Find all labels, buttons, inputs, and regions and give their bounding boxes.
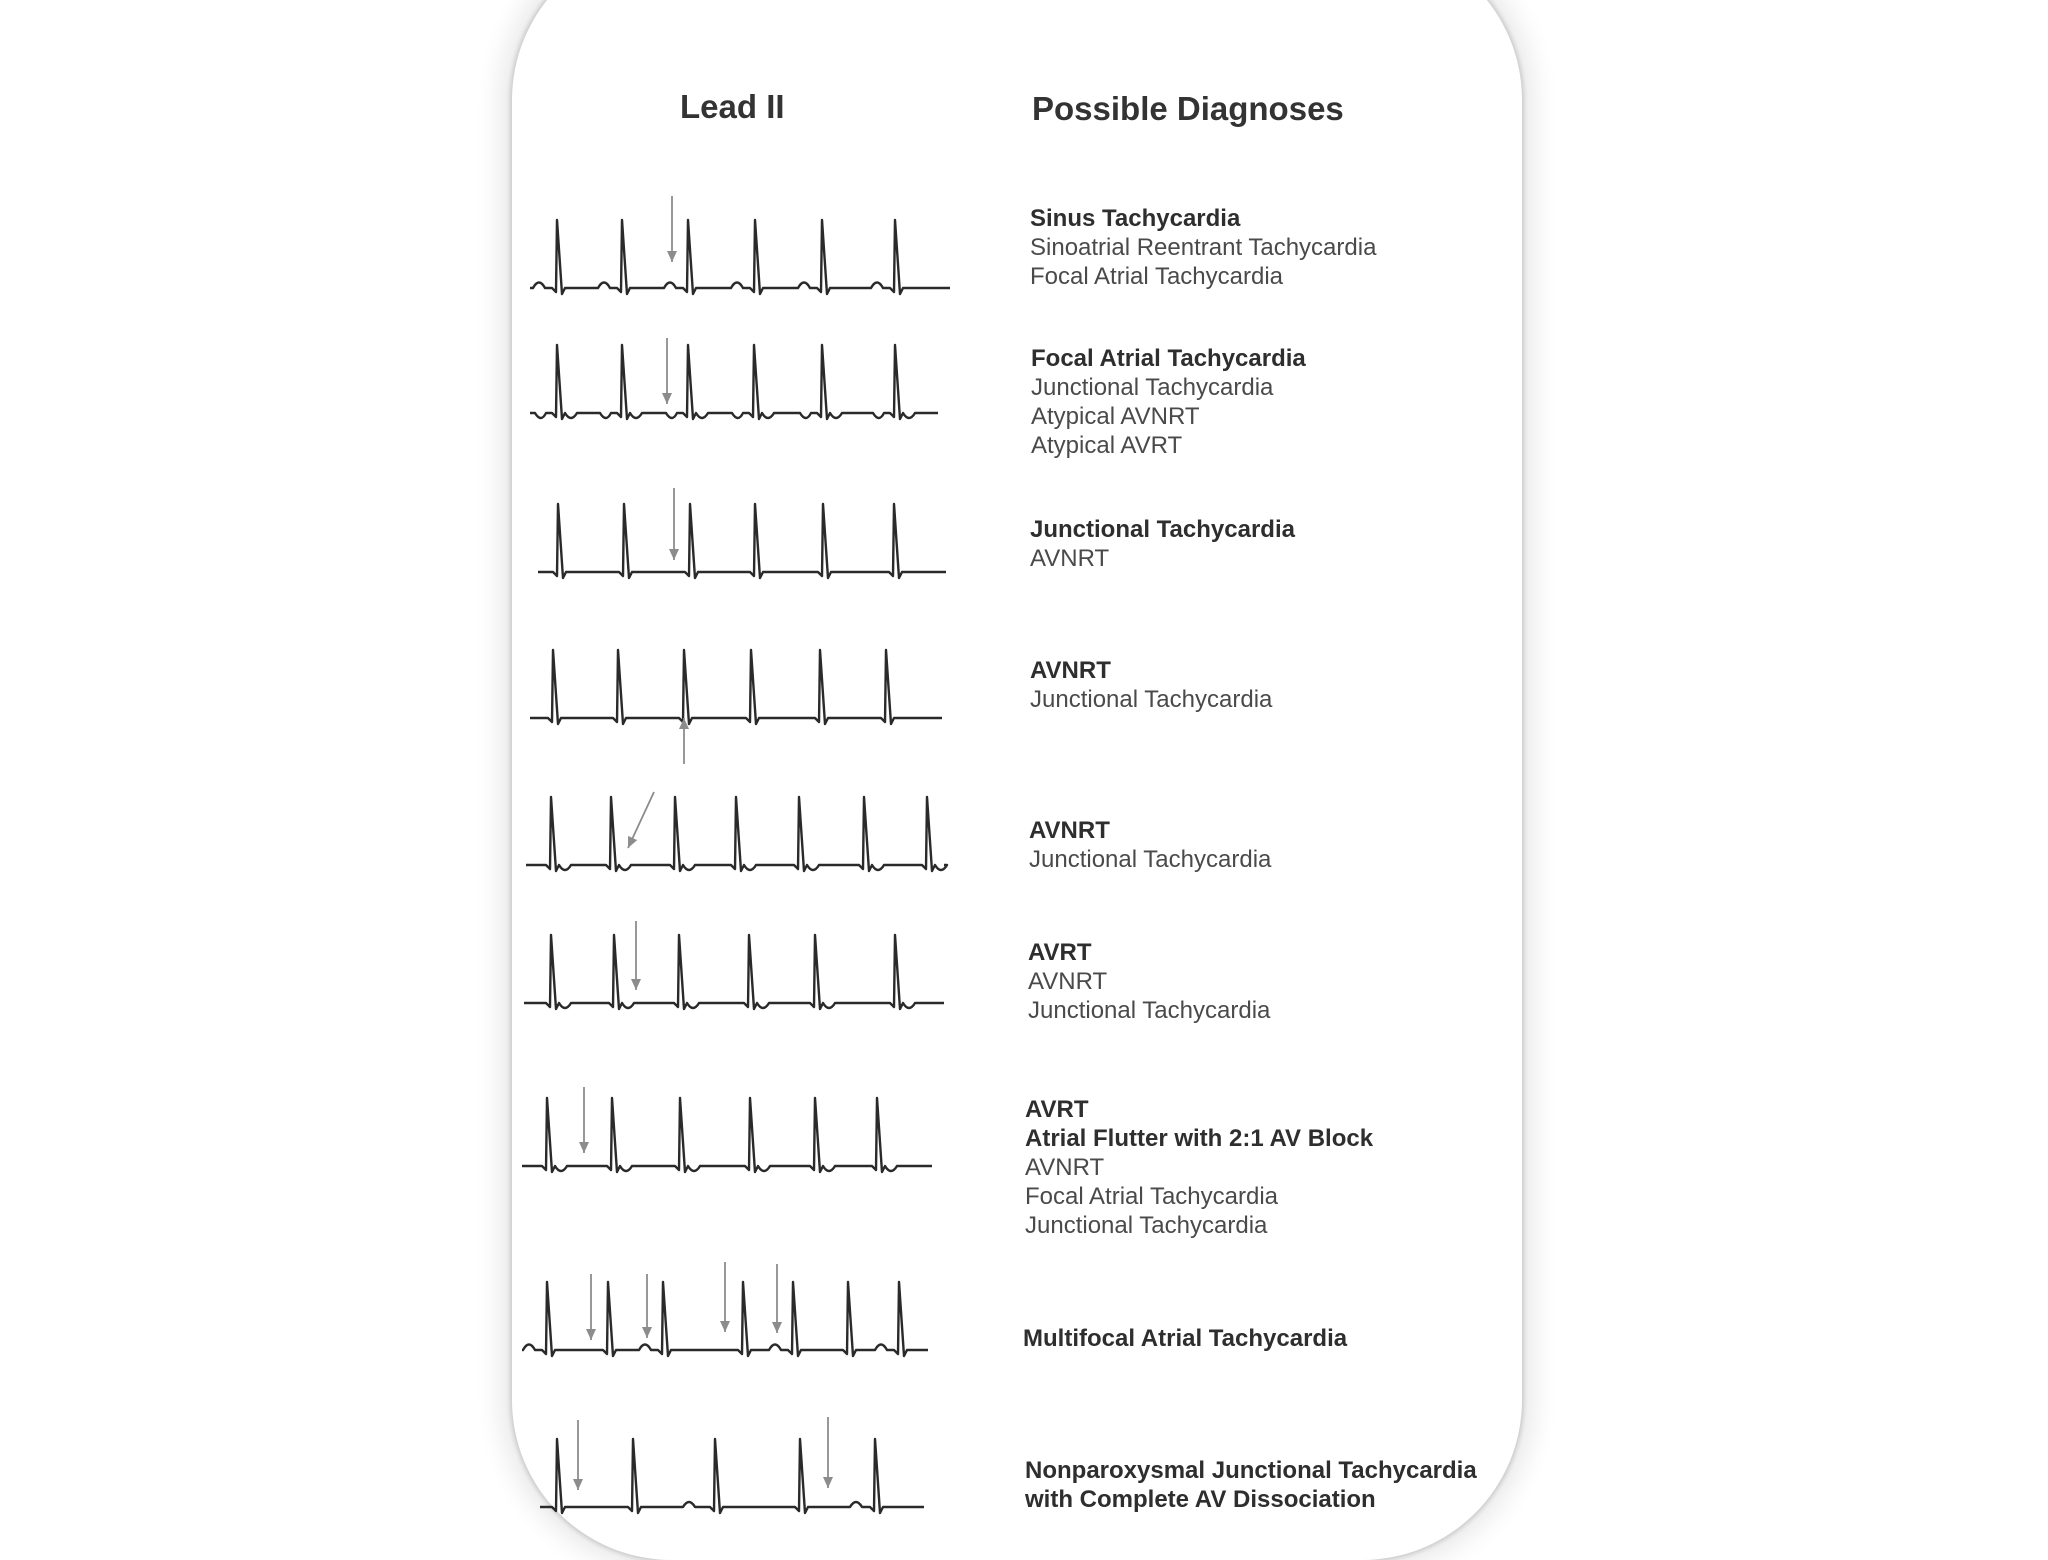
diagnosis-item: Junctional Tachycardia xyxy=(1028,997,1271,1024)
ecg-strip-7 xyxy=(522,1087,932,1172)
ecg-trace xyxy=(538,504,946,578)
p-wave-arrow-icon xyxy=(628,792,654,848)
p-wave-arrow-icon xyxy=(631,921,641,990)
diagnosis-group-5 xyxy=(1029,816,1271,874)
diagnosis-item: AVNRT xyxy=(1030,657,1111,684)
ecg-trace xyxy=(540,1439,924,1513)
diagnosis-group-6 xyxy=(1028,938,1270,1025)
diagnosis-item: AVNRT xyxy=(1030,545,1110,572)
diagnosis-group-9 xyxy=(1025,1456,1483,1514)
diagnosis-item: Sinus Tachycardia xyxy=(1030,205,1241,232)
p-wave-arrow-icon xyxy=(667,196,677,262)
diagnosis-group-4 xyxy=(1030,656,1272,714)
diagnosis-item: with Complete AV Dissociation xyxy=(1025,1486,1376,1513)
diagnosis-item: Nonparoxysmal Junctional Tachycardia xyxy=(1025,1457,1477,1484)
ecg-strip-4 xyxy=(530,650,942,764)
ecg-trace xyxy=(530,650,942,724)
diagnosis-item: Sinoatrial Reentrant Tachycardia xyxy=(1030,234,1377,261)
diagnosis-item: Junctional Tachycardia xyxy=(1025,1212,1268,1239)
diagnosis-group-3 xyxy=(1030,515,1295,573)
diagnosis-item: AVNRT xyxy=(1028,968,1108,995)
diagnosis-item: Focal Atrial Tachycardia xyxy=(1030,263,1284,290)
p-wave-arrow-icon xyxy=(669,488,679,560)
ecg-strip-6 xyxy=(524,921,944,1009)
diagnosis-item: Focal Atrial Tachycardia xyxy=(1025,1183,1279,1210)
diagnosis-item: Atypical AVRT xyxy=(1031,432,1183,459)
diagnosis-group-7 xyxy=(1025,1095,1373,1240)
diagnosis-item: AVRT xyxy=(1028,939,1092,966)
ecg-strip-1 xyxy=(530,196,950,294)
p-wave-arrow-icon xyxy=(720,1262,730,1332)
diagnosis-item: Junctional Tachycardia xyxy=(1030,686,1273,713)
diagnosis-item: Junctional Tachycardia xyxy=(1029,846,1272,873)
diagnosis-item: Multifocal Atrial Tachycardia xyxy=(1023,1325,1348,1352)
ecg-strip-3 xyxy=(538,488,946,578)
diagnosis-group-8 xyxy=(1023,1324,1347,1353)
diagnosis-group-1 xyxy=(1030,204,1376,291)
p-wave-arrow-icon xyxy=(642,1274,652,1338)
diagnosis-item: AVRT xyxy=(1025,1096,1089,1123)
p-wave-arrow-icon xyxy=(573,1420,583,1490)
ecg-trace xyxy=(526,797,947,871)
p-wave-arrow-icon xyxy=(823,1417,833,1488)
diagnosis-item: Junctional Tachycardia xyxy=(1030,516,1295,543)
diagnosis-item: AVNRT xyxy=(1025,1154,1105,1181)
p-wave-arrow-icon xyxy=(586,1274,596,1340)
diagnosis-item: AVNRT xyxy=(1029,817,1110,844)
p-wave-arrow-icon xyxy=(772,1264,782,1333)
diagnosis-group-2 xyxy=(1031,344,1306,460)
ecg-strip-8 xyxy=(522,1262,928,1356)
diagnosis-item: Atypical AVNRT xyxy=(1031,403,1200,430)
p-wave-arrow-icon xyxy=(679,718,689,764)
ecg-trace xyxy=(524,935,944,1009)
ecg-trace xyxy=(530,220,950,294)
diagnosis-item: Junctional Tachycardia xyxy=(1031,374,1274,401)
diagnosis-item: Focal Atrial Tachycardia xyxy=(1031,345,1306,372)
p-wave-arrow-icon xyxy=(579,1087,589,1153)
diagnosis-item: Atrial Flutter with 2:1 AV Block xyxy=(1025,1125,1374,1152)
possible-diagnoses-header: Possible Diagnoses xyxy=(1032,90,1344,127)
lead-ii-header: Lead II xyxy=(680,88,785,125)
ecg-strip-9 xyxy=(540,1417,924,1513)
ecg-trace xyxy=(530,345,938,419)
p-wave-arrow-icon xyxy=(662,338,672,404)
ecg-strip-2 xyxy=(530,338,938,419)
ecg-strip-5 xyxy=(526,792,947,871)
